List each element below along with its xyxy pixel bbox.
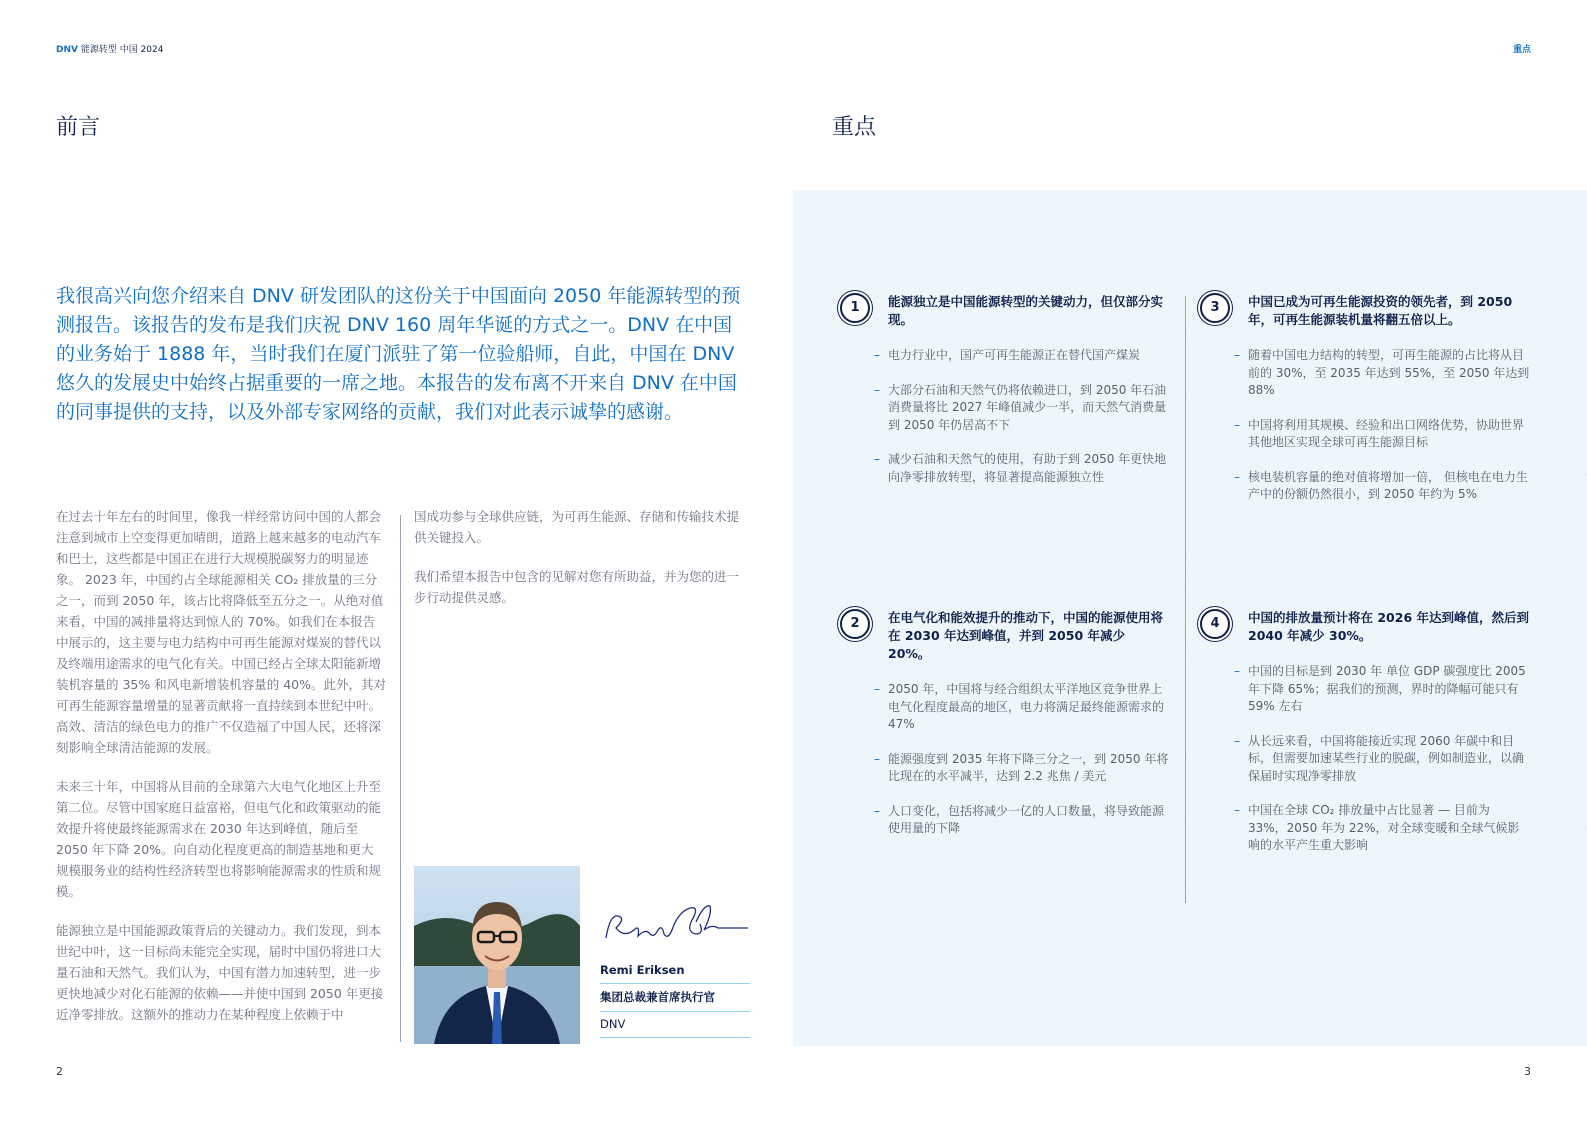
highlight-number-badge: 1: [840, 293, 870, 323]
report-subtitle: 能源转型 中国 2024: [80, 45, 164, 55]
highlight-bullet: – 中国将利用其规模、经验和出口网络优势，协助世界其他地区实现全球可再生能源目标: [1234, 417, 1530, 452]
body-column-left: [56, 506, 386, 1043]
highlight-heading: 中国已成为可再生能源投资的领先者，到 2050 年，可再生能源装机量将翻五倍以上。: [1248, 294, 1513, 327]
brand-logo-text: DNV: [56, 45, 78, 55]
lead-paragraph: 我很高兴向您介绍来自 DNV 研发团队的这份关于中国面向 2050 年能源转型的预测报告。该报告的发布是我们庆祝 DNV 160 周年华诞的方式之一。DNV 在中国的业务始于 1888 年，当时我们在厦门派驻了第一位验船师，自此，中国在 DNV 悠久的发展史中始终占据重要的一席之地。本报告的发布离不开来自 DNV 在中国的同事提供的支持，以及外部专家网络的贡献，我们对此表示诚挚的感谢。: [56, 285, 741, 423]
column-divider: [400, 515, 401, 1042]
body-paragraph: 国成功参与全球供应链，为可再生能源、存储和传输技术提供关键投入。: [414, 509, 740, 545]
highlight-number-badge: 4: [1200, 609, 1230, 639]
ceo-portrait-photo: [414, 866, 580, 1044]
highlight-bullet: – 人口变化，包括将减少一亿的人口数量，将导致能源使用量的下降: [874, 803, 1170, 838]
page-title-highlights: 重点: [832, 115, 877, 140]
highlight-bullet: – 减少石油和天然气的使用，有助于到 2050 年更快地向净零排放转型，将显著提高能源独立性: [874, 451, 1170, 486]
highlight-bullet: – 随着中国电力结构的转型，可再生能源的占比将从目前的 30%，至 2035 年达到 55%，至 2050 年达到 88%: [1234, 347, 1530, 400]
signatory-name: Remi Eriksen: [600, 958, 750, 984]
body-column-right: [414, 506, 750, 626]
body-paragraph: 我们希望本报告中包含的见解对您有所助益，并为您的进一步行动提供灵感。: [414, 569, 740, 605]
highlight-item: [1200, 293, 1530, 521]
highlight-item: [1200, 609, 1530, 872]
highlight-heading: 能源独立是中国能源转型的关键动力，但仅部分实现。: [888, 294, 1164, 327]
highlight-bullet-list: [840, 681, 1170, 838]
signature-block: [600, 894, 750, 1038]
signatory-role: 集团总裁兼首席执行官: [600, 984, 750, 1012]
highlight-item: [840, 609, 1170, 855]
highlights-divider: [1185, 296, 1186, 903]
page-title-foreword: 前言: [56, 115, 101, 140]
page-number-right: 3: [1524, 1065, 1531, 1078]
highlight-heading: 中国的排放量预计将在 2026 年达到峰值，然后到 2040 年减少 30%。: [1248, 610, 1529, 643]
page-number-left: 2: [56, 1065, 63, 1078]
highlight-bullet: – 中国的目标是到 2030 年 单位 GDP 碳强度比 2005 年下降 65%；据我们的预测，界时的降幅可能只有 59% 左右: [1234, 663, 1530, 716]
highlight-bullet: – 中国在全球 CO₂ 排放量中占比显著 — 目前为 33%，2050 年为 22%，对全球变暖和全球气候影响的水平产生重大影响: [1234, 802, 1530, 855]
body-paragraph: 在过去十年左右的时间里，像我一样经常访问中国的人都会注意到城市上空变得更加晴朗，道路上越来越多的电动汽车和巴士，这些都是中国正在进行大规模脱碳努力的明显迹象。 2023 年，中国约占全球能源相关 CO₂ 排放量的三分之一，而到 2050 年，该占比将降低至五分之一。从绝对值来看，中国的减排量将达到惊人的 70%。如我们在本报告中展示的，这主要与电力结构中可再生能源对煤炭的替代以及终端用途需求的电气化有关。中国已经占全球太阳能新增装机容量的 35% 和风电新增装机容量的 40%。此外，其对可再生能源容量增量的显著贡献将一直持续到本世纪中叶。高效、清洁的绿色电力的推广不仅造福了中国人民，还将深刻影响全球清洁能源的发展。: [56, 509, 386, 755]
highlight-item: [840, 293, 1170, 503]
highlight-bullet-list: [1200, 663, 1530, 855]
highlight-bullet: – 大部分石油和天然气仍将依赖进口，到 2050 年石油消费量将比 2027 年峰值减少一半，而天然气消费量到 2050 年仍居高不下: [874, 382, 1170, 435]
highlight-heading: 在电气化和能效提升的推动下，中国的能源使用将在 2030 年达到峰值，并到 2050 年减少 20%。: [888, 610, 1164, 661]
highlight-bullet: – 核电装机容量的绝对值将增加一倍， 但核电在电力生产中的份额仍然很小，到 2050 年约为 5%: [1234, 469, 1530, 504]
highlight-bullet-list: [840, 347, 1170, 486]
highlight-number-badge: 3: [1200, 293, 1230, 323]
highlight-bullet-list: [1200, 347, 1530, 504]
body-paragraph: 能源独立是中国能源政策背后的关键动力。我们发现，到本世纪中叶，这一目标尚未能完全实现，届时中国仍将进口大量石油和天然气。我们认为，中国有潜力加速转型，进一步更快地减少对化石能源的依赖——并使中国到 2050 年更接近净零排放。这额外的推动力在某种程度上依赖于中: [56, 923, 384, 1022]
signatory-organization: DNV: [600, 1012, 750, 1038]
highlight-bullet: – 从长远来看，中国将能接近实现 2060 年碳中和目标，但需要加速某些行业的脱碳，例如制造业，以确保届时实现净零排放: [1234, 733, 1530, 786]
highlight-bullet: – 2050 年，中国将与经合组织太平洋地区竞争世界上电气化程度最高的地区，电力将满足最终能源需求的 47%: [874, 681, 1170, 734]
highlight-bullet: – 电力行业中，国产可再生能源正在替代国产煤炭: [874, 347, 1170, 365]
highlight-bullet: – 能源强度到 2035 年将下降三分之一，到 2050 年将比现在的水平减半，达到 2.2 兆焦 / 美元: [874, 751, 1170, 786]
handwritten-signature: [600, 894, 750, 954]
highlight-number-badge: 2: [840, 609, 870, 639]
section-nav-link[interactable]: 重点: [1512, 45, 1531, 55]
header-brand: [56, 42, 163, 55]
body-paragraph: 未来三十年，中国将从目前的全球第六大电气化地区上升至第二位。尽管中国家庭日益富裕，但电气化和政策驱动的能效提升将使最终能源需求在 2030 年达到峰值，随后至 2050 年下降 20%。向自动化程度更高的制造基地和更大规模服务业的结构性经济转型也将影响能源需求的性质和规模。: [56, 779, 382, 899]
